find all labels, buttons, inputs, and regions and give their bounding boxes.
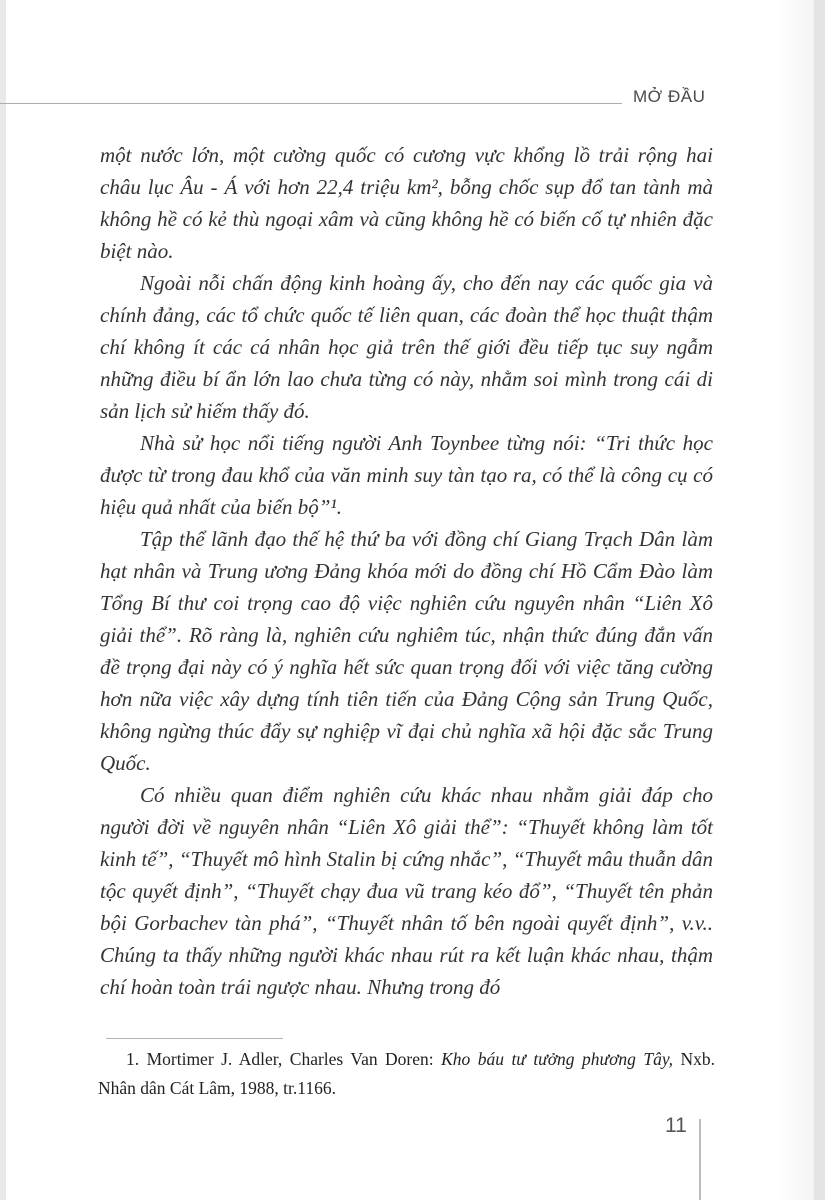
running-header-title: MỞ ĐẦU bbox=[633, 87, 706, 106]
body-text-block bbox=[100, 139, 713, 1003]
footnote-reference-text: 1. Mortimer J. Adler, Charles Van Doren: bbox=[126, 1049, 442, 1069]
paragraph-continuation: một nước lớn, một cường quốc có cương vực khổng lồ trải rộng hai châu lục Âu - Á với hơn 22,4 triệu km², bỗng chốc sụp đổ tan tành mà không hề có kẻ thù ngoại xâm và cũng không hề có biến cố tự nhiên đặc biệt nào. bbox=[100, 143, 713, 263]
page-right-edge-fade bbox=[779, 0, 814, 1200]
footnote-book-title: Kho báu tư tưởng phương Tây, bbox=[441, 1049, 674, 1069]
page-right-edge-shadow bbox=[814, 0, 825, 1200]
footnote bbox=[98, 1045, 715, 1103]
footnote-publisher-text: Nxb. Nhân dân Cát Lâm, 1988, tr.1166. bbox=[98, 1049, 716, 1098]
paragraph: Có nhiều quan điểm nghiên cứu khác nhau nhằm giải đáp cho người đời về nguyên nhân “Liên Xô giải thể”: “Thuyết không làm tốt kinh tế”, “Thuyết mô hình Stalin bị cứng nhắc”, “Thuyết mâu thuẫn dân tộc quyết định”, “Thuyết chạy đua vũ trang kéo đổ”, “Thuyết tên phản bội Gorbachev tàn phá”, “Thuyết nhân tố bên ngoài quyết định”, v.v.. Chúng ta thấy những người khác nhau rút ra kết luận khác nhau, thậm chí hoàn toàn trái ngược nhau. Nhưng trong đó bbox=[100, 783, 713, 999]
page-number-vertical-rule bbox=[699, 1119, 701, 1200]
footnote-rule bbox=[106, 1038, 283, 1039]
running-header-rule bbox=[0, 103, 622, 104]
paragraph: Ngoài nỗi chấn động kinh hoàng ấy, cho đến nay các quốc gia và chính đảng, các tổ chức quốc tế liên quan, các đoàn thể học thuật thậm chí không ít các cá nhân học giả trên thế giới đều tiếp tục suy ngẫm những điều bí ẩn lớn lao chưa từng có này, nhằm soi mình trong cái di sản lịch sử hiếm thấy đó. bbox=[100, 271, 713, 423]
page-number: 11 bbox=[665, 1114, 687, 1137]
page-left-edge-shadow bbox=[0, 0, 6, 1200]
paragraph: Tập thể lãnh đạo thế hệ thứ ba với đồng chí Giang Trạch Dân làm hạt nhân và Trung ương Đảng khóa mới do đồng chí Hồ Cẩm Đào làm Tổng Bí thư coi trọng cao độ việc nghiên cứu nguyên nhân “Liên Xô giải thể”. Rõ ràng là, nghiên cứu nghiêm túc, nhận thức đúng đắn vấn đề trọng đại này có ý nghĩa hết sức quan trọng đối với việc tăng cường hơn nữa việc xây dựng tính tiên tiến của Đảng Cộng sản Trung Quốc, không ngừng thúc đẩy sự nghiệp vĩ đại chủ nghĩa xã hội đặc sắc Trung Quốc. bbox=[100, 527, 713, 775]
paragraph: Nhà sử học nổi tiếng người Anh Toynbee từng nói: “Tri thức học được từ trong đau khổ của văn minh suy tàn tạo ra, có thể là công cụ có hiệu quả nhất của biến bộ”¹. bbox=[100, 431, 713, 519]
